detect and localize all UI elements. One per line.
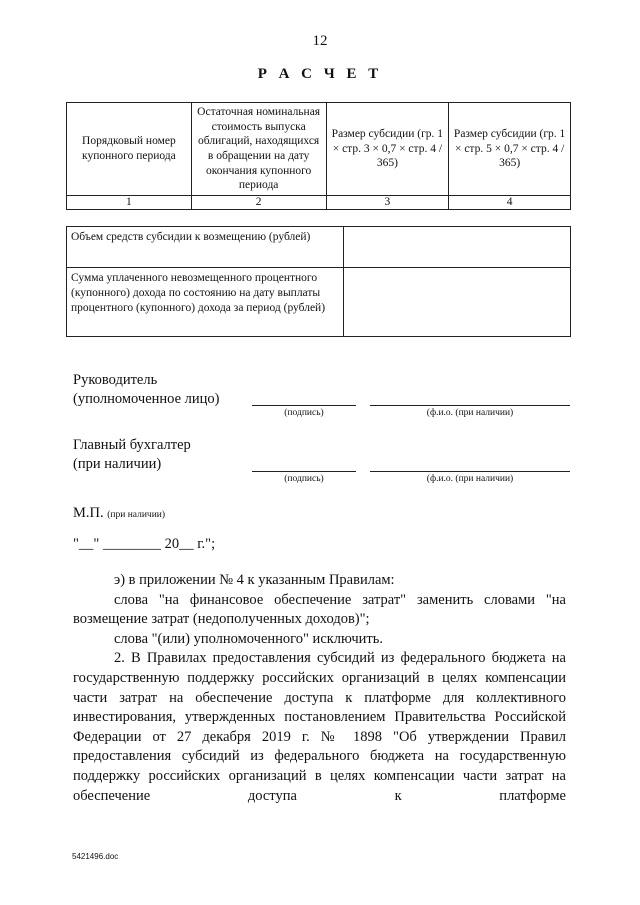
name-hint: (ф.и.о. (при наличии) [426,474,514,484]
header-cell: Остаточная номинальная стоимость выпуска облигаций, находящихся в обращении на дату окончания купонного периода [191,103,326,196]
accountant-title: Главный бухгалтер [73,437,191,453]
header-cell: Порядковый номер купонного периода [67,103,192,196]
signature-hint: (подпись) [284,474,324,484]
table-header-row [67,103,571,196]
calculation-table [66,102,571,210]
value-cell [343,268,570,337]
file-reference: 5421496.doc [72,852,119,861]
document-title: Р А С Ч Е Т [257,66,383,82]
row-label: Сумма уплаченного невозмещенного процентного (купонного) дохода по состоянию на дату выплаты процентного (купонного) дохода за период (рублей) [67,268,344,337]
head-signature-line [252,405,356,406]
name-hint: (ф.и.о. (при наличии) [426,408,514,418]
paragraph: 2. В Правилах предоставления субсидий из федерального бюджета на государственную поддержку российских организаций в целях компенсации части затрат на обеспечение доступа к платформе для коллективного инвестирования, утвержденных постановлением Правительства Российской Федерации от 27 декабря 2019 г. № 1898 "Об утверждении Правил предоставления субсидий из федерального бюджета на государственную поддержку российских организаций в целях компенсации части затрат на обеспечение доступа к платформе [73,650,566,804]
paragraph: э) в приложении № 4 к указанным Правилам: [114,572,395,588]
paragraph: слова "на финансовое обеспечение затрат" заменить словами "на возмещение затрат (недополученных доходов)"; [73,591,566,628]
head-signature-label [73,371,220,409]
stamp-place [73,505,165,522]
header-cell: Размер субсидии (гр. 1 × стр. 5 × 0,7 × стр. 4 / 365) [449,103,571,196]
column-number: 2 [191,196,326,210]
column-number: 3 [326,196,449,210]
head-name-line [370,405,570,406]
header-cell: Размер субсидии (гр. 1 × стр. 3 × 0,7 × стр. 4 / 365) [326,103,449,196]
stamp-label: М.П. [73,505,104,521]
column-number: 4 [449,196,571,210]
totals-table [66,226,571,337]
accountant-name-line [370,471,570,472]
date-line: "__" ________ 20__ г."; [73,536,216,552]
row-label: Объем средств субсидии к возмещению (рублей) [67,227,344,268]
value-cell [343,227,570,268]
table-row [67,268,571,337]
table-row [67,227,571,268]
accountant-signature-line [252,471,356,472]
accountant-signature-label [73,436,191,474]
stamp-note: (при наличии) [107,510,166,520]
column-number-row [67,196,571,210]
signature-hint: (подпись) [284,408,324,418]
page-number: 12 [312,33,328,49]
head-title: Руководитель [73,372,158,388]
column-number: 1 [67,196,192,210]
accountant-subtitle: (при наличии) [73,456,162,472]
amendment-text [73,571,566,806]
paragraph: слова "(или) уполномоченного" исключить. [114,630,383,647]
head-subtitle: (уполномоченное лицо) [73,391,220,407]
